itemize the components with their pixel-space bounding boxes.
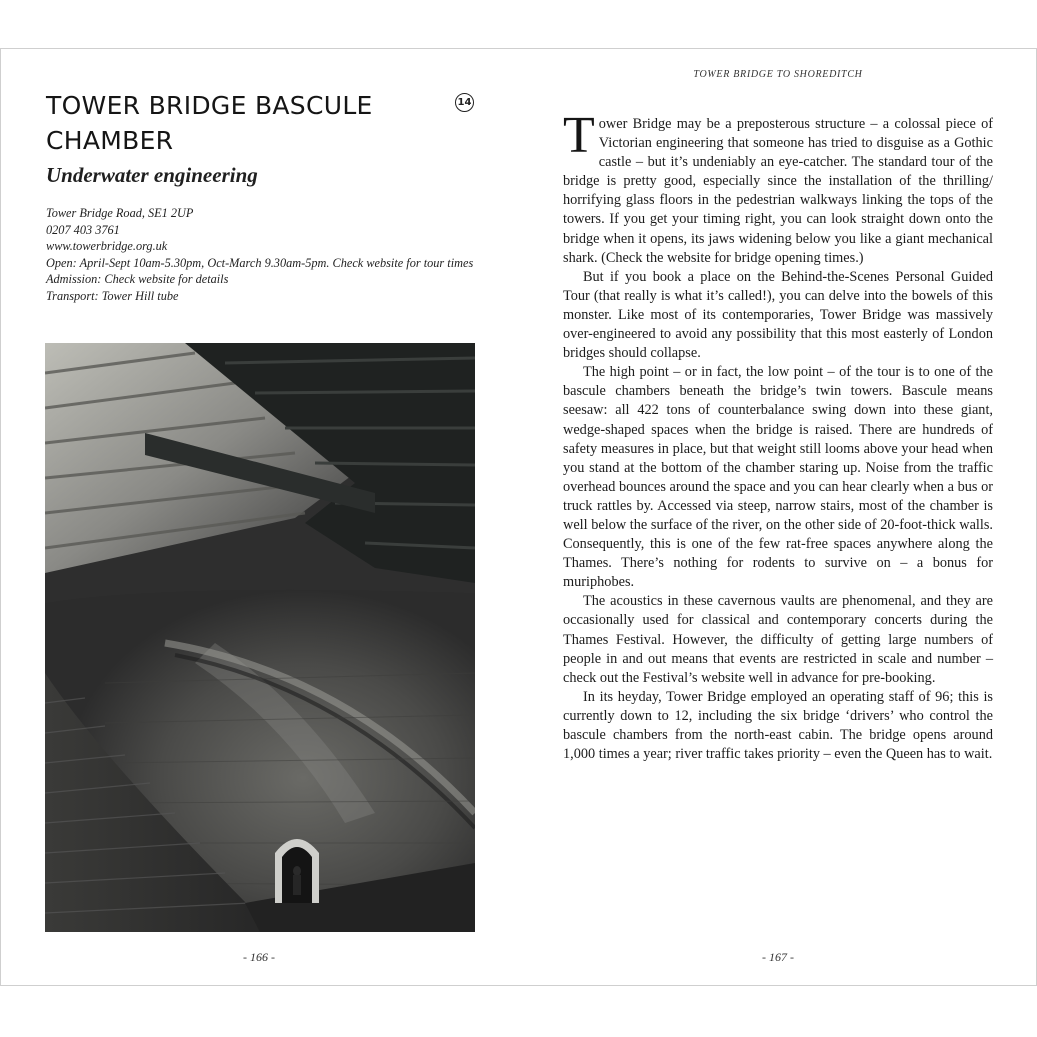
venue-transport: Transport: Tower Hill tube <box>46 288 179 303</box>
venue-address: Tower Bridge Road, SE1 2UP <box>46 206 194 220</box>
paragraph-2: But if you book a place on the Behind-the-Scenes Personal Guided Tour (that really is what it’s called!), you can delve into the bowels of this monster. Like most of its contemporaries, Tower Bridge was massively over-engineered to avoid any possibility that this most easterly of London bridges should collapse. <box>563 268 993 362</box>
entry-number-badge: 14 <box>455 93 474 112</box>
page-subtitle: Underwater engineering <box>46 163 258 187</box>
running-head: TOWER BRIDGE TO SHOREDITCH <box>693 69 863 80</box>
venue-opening-hours: Open: April-Sept 10am-5.30pm, Oct-March 9.30am-5pm. Check website for tour times <box>46 255 474 270</box>
venue-admission: Admission: Check website for details <box>46 272 229 287</box>
venue-info <box>46 205 476 305</box>
paragraph-1-text: ower Bridge may be a preposterous structure – a colossal piece of Victorian engineering that someone has tried to disguise as a Gothic castle – but it’s undeniably an eye-catcher. The standard tour of the bridge is pretty good, especially since the installation of the thrilling/ horrifying glass floors in the pedestrian walkways linking the tops of the towers. If you get your timing right, you can look straight down onto the bridge when it opens, its jaws widening below you like a giant mechanical shark. (Check the website for bridge opening times.) <box>563 116 993 266</box>
article-body <box>563 107 993 764</box>
bascule-chamber-photo <box>45 343 475 932</box>
paragraph-3: The high point – or in fact, the low point – of the tour is to one of the bascule chambers beneath the bridge’s twin towers. Bascule means seesaw: all 422 tons of counterbalance swing down into these giant, wedge-shaped spaces when the bridge is raised. There are hundreds of safety measures in place, but that weight still looms above your head when you stand at the bottom of the chamber staring up. Noise from the traffic overhead bounces around the space and you can hear clearly when a bus or truck rattles by. Accessed via steep, narrow stairs, most of the chamber is well below the surface of the river, on the other side of 20-foot-thick walls. Consequently, this is one of the few rat-free spaces anywhere along the Thames. There’s nothing for rodents to survive on – a bonus for muriphobes. <box>563 364 993 591</box>
paragraph-5: In its heyday, Tower Bridge employed an operating staff of 96; this is currently down to 12, including the six bridge ‘drivers’ who control the bascule chambers from the north-east cabin. The bridge opens around 1,000 times a year; river traffic takes priority – even the Queen has to wait. <box>563 688 993 763</box>
page-title: TOWER BRIDGE BASCULE CHAMBER <box>46 91 373 155</box>
right-page-number: - 167 - <box>762 950 794 964</box>
venue-website: www.towerbridge.org.uk <box>46 239 168 254</box>
left-page-number: - 166 - <box>243 950 275 964</box>
paragraph-1 <box>563 107 993 268</box>
paragraph-4: The acoustics in these cavernous vaults are phenomenal, and they are occasionally used for classical and contemporary concerts during the Thames Festival. However, the difficulty of getting large numbers of people in and out means that events are restricted in scale and number – check out the Festival’s website well in advance for pre-booking. <box>563 593 993 686</box>
venue-phone: 0207 403 3761 <box>46 222 120 237</box>
left-page-edge <box>0 48 1 986</box>
drop-cap: T <box>563 107 595 164</box>
